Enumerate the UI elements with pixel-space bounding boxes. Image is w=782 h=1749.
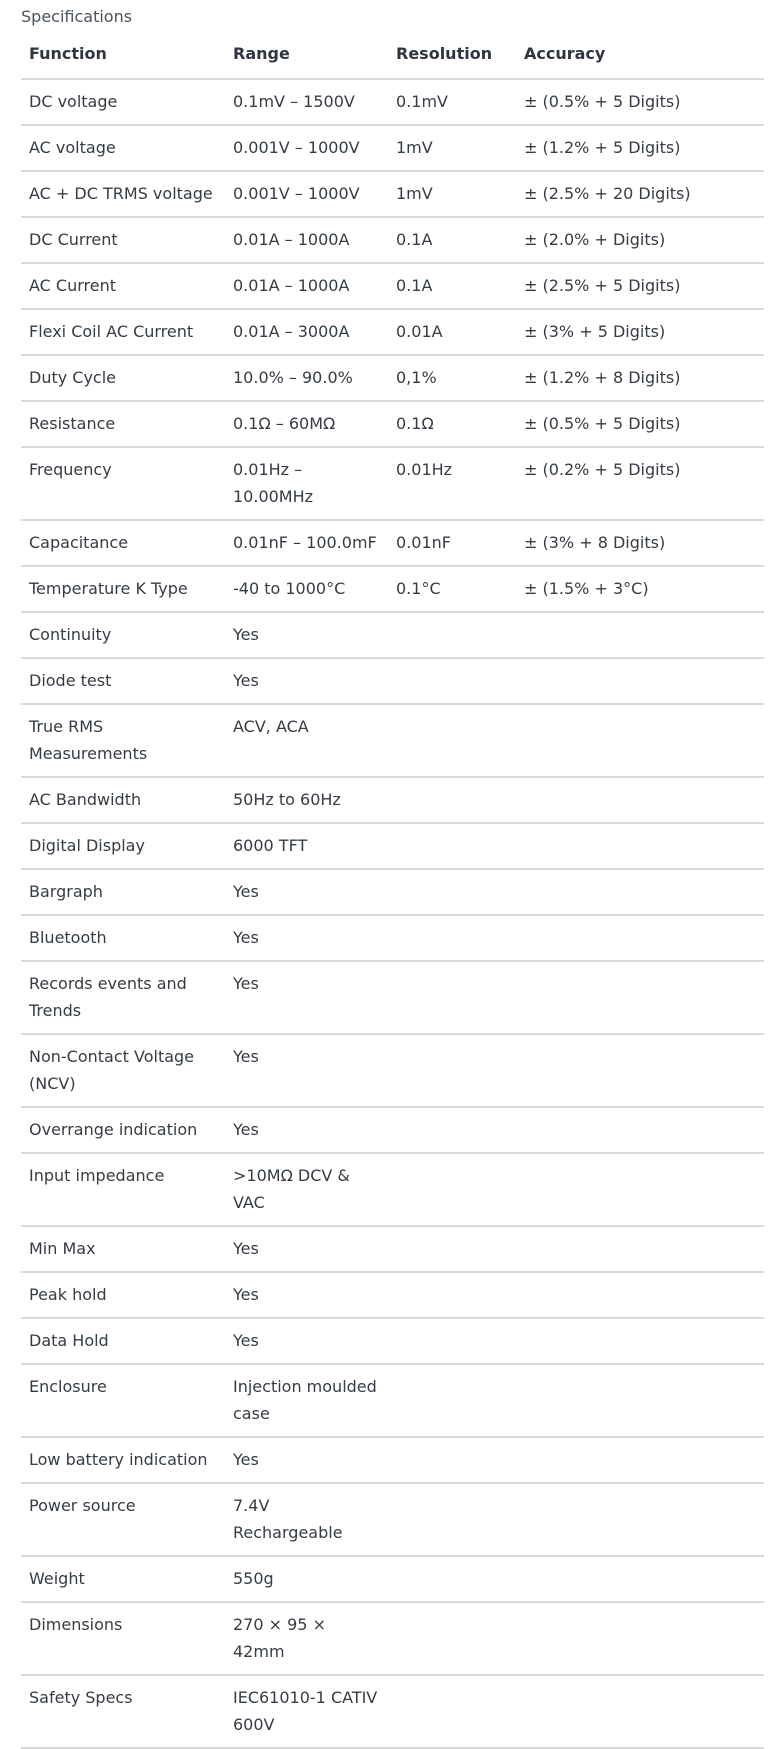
cell-function: Bargraph	[21, 869, 225, 915]
cell-accuracy: ± (0.2% + 5 Digits)	[516, 447, 764, 520]
cell-resolution	[388, 1272, 516, 1318]
cell-range: Yes	[225, 658, 388, 704]
cell-function: Power source	[21, 1483, 225, 1556]
table-row	[21, 355, 764, 401]
cell-resolution	[388, 1226, 516, 1272]
cell-resolution	[388, 1153, 516, 1226]
cell-accuracy	[516, 612, 764, 658]
cell-function: Digital Display	[21, 823, 225, 869]
cell-function: Resistance	[21, 401, 225, 447]
cell-resolution	[388, 612, 516, 658]
table-row	[21, 1602, 764, 1675]
cell-resolution	[388, 1364, 516, 1437]
cell-resolution: 0.01Hz	[388, 447, 516, 520]
cell-function: Data Hold	[21, 1318, 225, 1364]
table-row	[21, 961, 764, 1034]
cell-range: 0.01nF – 100.0mF	[225, 520, 388, 566]
cell-range: 0.01A – 1000A	[225, 263, 388, 309]
cell-function: Bluetooth	[21, 915, 225, 961]
cell-resolution: 0.01A	[388, 309, 516, 355]
cell-accuracy	[516, 869, 764, 915]
cell-range: 10.0% – 90.0%	[225, 355, 388, 401]
cell-range: Yes	[225, 1034, 388, 1107]
cell-function: Input impedance	[21, 1153, 225, 1226]
cell-resolution	[388, 1675, 516, 1748]
cell-range: Yes	[225, 1437, 388, 1483]
cell-accuracy	[516, 961, 764, 1034]
table-row	[21, 309, 764, 355]
cell-accuracy	[516, 1675, 764, 1748]
cell-range: 0.001V – 1000V	[225, 171, 388, 217]
cell-resolution	[388, 1318, 516, 1364]
cell-function: AC voltage	[21, 125, 225, 171]
cell-accuracy	[516, 704, 764, 777]
cell-range: 0.01A – 3000A	[225, 309, 388, 355]
cell-resolution: 1mV	[388, 171, 516, 217]
cell-function: Low battery indication	[21, 1437, 225, 1483]
cell-resolution: 0.1°C	[388, 566, 516, 612]
cell-resolution: 0.01nF	[388, 520, 516, 566]
cell-function: DC Current	[21, 217, 225, 263]
header-function: Function	[21, 29, 225, 79]
cell-resolution	[388, 1602, 516, 1675]
table-row	[21, 704, 764, 777]
cell-accuracy	[516, 1272, 764, 1318]
cell-accuracy	[516, 658, 764, 704]
cell-accuracy	[516, 777, 764, 823]
table-row	[21, 1034, 764, 1107]
cell-resolution	[388, 823, 516, 869]
cell-accuracy: ± (0.5% + 5 Digits)	[516, 79, 764, 125]
cell-resolution	[388, 915, 516, 961]
cell-accuracy	[516, 1602, 764, 1675]
table-row	[21, 1153, 764, 1226]
cell-accuracy	[516, 1483, 764, 1556]
header-range: Range	[225, 29, 388, 79]
cell-resolution	[388, 704, 516, 777]
cell-accuracy: ± (0.5% + 5 Digits)	[516, 401, 764, 447]
cell-resolution	[388, 658, 516, 704]
cell-resolution: 1mV	[388, 125, 516, 171]
table-caption: Specifications	[21, 7, 133, 26]
table-row	[21, 125, 764, 171]
table-row	[21, 1675, 764, 1748]
cell-resolution	[388, 1556, 516, 1602]
cell-function: Safety Specs	[21, 1675, 225, 1748]
cell-accuracy	[516, 1226, 764, 1272]
cell-accuracy	[516, 1318, 764, 1364]
cell-function: Flexi Coil AC Current	[21, 309, 225, 355]
table-row	[21, 520, 764, 566]
cell-range: 6000 TFT	[225, 823, 388, 869]
cell-range: Yes	[225, 1318, 388, 1364]
table-row	[21, 612, 764, 658]
cell-resolution	[388, 1034, 516, 1107]
table-row	[21, 1272, 764, 1318]
cell-range: Yes	[225, 1226, 388, 1272]
cell-range: 0.01A – 1000A	[225, 217, 388, 263]
table-row	[21, 401, 764, 447]
table-row	[21, 869, 764, 915]
table-row	[21, 1226, 764, 1272]
cell-function: True RMS Measurements	[21, 704, 225, 777]
table-header	[21, 29, 764, 79]
cell-accuracy	[516, 823, 764, 869]
cell-accuracy: ± (3% + 5 Digits)	[516, 309, 764, 355]
cell-function: DC voltage	[21, 79, 225, 125]
cell-resolution: 0,1%	[388, 355, 516, 401]
cell-accuracy	[516, 1153, 764, 1226]
cell-resolution	[388, 869, 516, 915]
table-row	[21, 1107, 764, 1153]
table-row	[21, 217, 764, 263]
table-row	[21, 777, 764, 823]
cell-function: AC Bandwidth	[21, 777, 225, 823]
cell-range: ACV, ACA	[225, 704, 388, 777]
cell-range: 50Hz to 60Hz	[225, 777, 388, 823]
table-row	[21, 171, 764, 217]
cell-range: Yes	[225, 1272, 388, 1318]
cell-function: AC Current	[21, 263, 225, 309]
cell-function: Capacitance	[21, 520, 225, 566]
cell-accuracy: ± (1.5% + 3°C)	[516, 566, 764, 612]
cell-function: Duty Cycle	[21, 355, 225, 401]
cell-accuracy: ± (1.2% + 8 Digits)	[516, 355, 764, 401]
cell-range: 270 × 95 × 42mm	[225, 1602, 388, 1675]
cell-range: Yes	[225, 961, 388, 1034]
cell-accuracy: ± (1.2% + 5 Digits)	[516, 125, 764, 171]
cell-range: Yes	[225, 915, 388, 961]
cell-resolution: 0.1A	[388, 263, 516, 309]
cell-range: 7.4V Rechargeable	[225, 1483, 388, 1556]
cell-range: >10MΩ DCV & VAC	[225, 1153, 388, 1226]
cell-range: 0.1Ω – 60MΩ	[225, 401, 388, 447]
table-row	[21, 79, 764, 125]
table-row	[21, 263, 764, 309]
cell-range: Injection moulded case	[225, 1364, 388, 1437]
cell-function: Dimensions	[21, 1602, 225, 1675]
cell-function: Diode test	[21, 658, 225, 704]
table-row	[21, 1556, 764, 1602]
table-row	[21, 915, 764, 961]
cell-accuracy	[516, 1034, 764, 1107]
cell-function: Temperature K Type	[21, 566, 225, 612]
table-row	[21, 1364, 764, 1437]
table-row	[21, 447, 764, 520]
cell-accuracy	[516, 1556, 764, 1602]
cell-function: Enclosure	[21, 1364, 225, 1437]
cell-range: 0.1mV – 1500V	[225, 79, 388, 125]
cell-range: -40 to 1000°C	[225, 566, 388, 612]
table-row	[21, 1318, 764, 1364]
cell-accuracy	[516, 1107, 764, 1153]
cell-function: Continuity	[21, 612, 225, 658]
cell-accuracy	[516, 915, 764, 961]
header-resolution: Resolution	[388, 29, 516, 79]
table-row	[21, 1483, 764, 1556]
cell-accuracy	[516, 1364, 764, 1437]
table-row	[21, 823, 764, 869]
cell-range: 550g	[225, 1556, 388, 1602]
cell-accuracy: ± (2.5% + 20 Digits)	[516, 171, 764, 217]
cell-range: Yes	[225, 1107, 388, 1153]
cell-resolution	[388, 1437, 516, 1483]
cell-resolution	[388, 961, 516, 1034]
cell-accuracy: ± (3% + 8 Digits)	[516, 520, 764, 566]
cell-function: Records events and Trends	[21, 961, 225, 1034]
cell-function: Frequency	[21, 447, 225, 520]
specifications-table	[21, 29, 764, 1749]
cell-range: IEC61010-1 CATIV 600V	[225, 1675, 388, 1748]
cell-resolution: 0.1Ω	[388, 401, 516, 447]
cell-function: AC + DC TRMS voltage	[21, 171, 225, 217]
table-row	[21, 658, 764, 704]
header-row	[21, 29, 764, 79]
cell-resolution: 0.1A	[388, 217, 516, 263]
cell-function: Overrange indication	[21, 1107, 225, 1153]
cell-function: Peak hold	[21, 1272, 225, 1318]
cell-resolution: 0.1mV	[388, 79, 516, 125]
cell-resolution	[388, 1483, 516, 1556]
table-row	[21, 1437, 764, 1483]
cell-function: Min Max	[21, 1226, 225, 1272]
cell-accuracy	[516, 1437, 764, 1483]
cell-accuracy: ± (2.5% + 5 Digits)	[516, 263, 764, 309]
cell-accuracy: ± (2.0% + Digits)	[516, 217, 764, 263]
cell-resolution	[388, 777, 516, 823]
cell-range: 0.001V – 1000V	[225, 125, 388, 171]
cell-range: 0.01Hz – 10.00MHz	[225, 447, 388, 520]
table-body	[21, 79, 764, 1748]
cell-range: Yes	[225, 869, 388, 915]
cell-range: Yes	[225, 612, 388, 658]
cell-function: Weight	[21, 1556, 225, 1602]
table-row	[21, 566, 764, 612]
header-accuracy: Accuracy	[516, 29, 764, 79]
cell-function: Non-Contact Voltage (NCV)	[21, 1034, 225, 1107]
cell-resolution	[388, 1107, 516, 1153]
